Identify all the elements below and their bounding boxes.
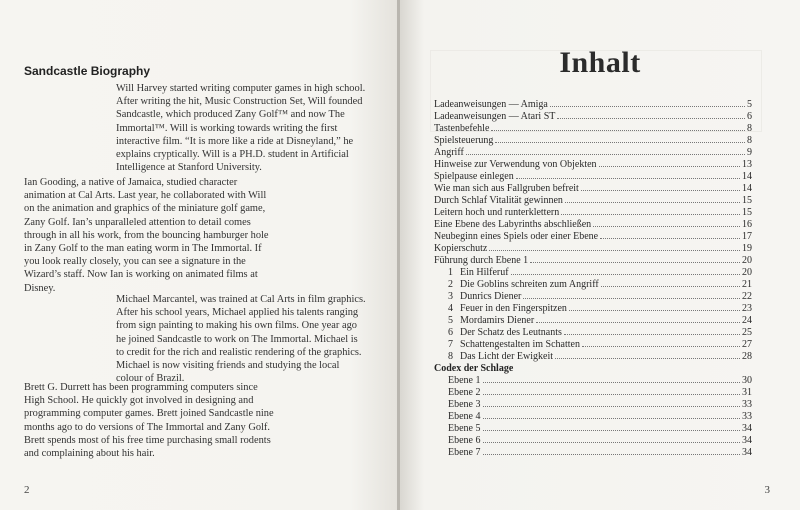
toc-entry-label: Dunrics Diener: [460, 291, 522, 302]
toc-entry-label: Der Schatz des Leutnants: [460, 327, 562, 338]
toc-entry-label: Eine Ebene des Labyrinths abschließen: [434, 219, 592, 230]
toc-leader-dots: [511, 274, 740, 275]
toc-entry-page: 15: [742, 195, 752, 206]
toc-entry-label: Das Licht der Ewigkeit: [460, 351, 554, 362]
toc-leader-dots: [565, 202, 740, 203]
toc-entry: [434, 183, 752, 195]
toc-entry-page: 30: [742, 375, 752, 386]
page-number-right: 3: [764, 484, 770, 496]
toc-main-list: [434, 99, 752, 267]
toc-leader-dots: [601, 286, 740, 287]
toc-entry-page: 34: [742, 447, 752, 458]
toc-entry: [434, 303, 752, 315]
toc-entry-page: 15: [742, 207, 752, 218]
toc-entry: [434, 147, 752, 159]
toc-entry-label: Leitern hoch und runterklettern: [434, 207, 560, 218]
toc-entry-number: 7: [448, 339, 453, 350]
toc-leader-dots: [561, 214, 740, 215]
toc-leader-dots: [581, 190, 740, 191]
toc-entry-page: 14: [742, 171, 752, 182]
toc-entry: [434, 411, 752, 423]
toc-entry-label: Ebene 2: [448, 387, 481, 398]
toc-entry-page: 25: [742, 327, 752, 338]
bio-paragraph-brett: Brett G. Durrett has been programming computers since High School. He quickly got involved in designing and programming computer games. Brett joined Sandcastle nine months ago to do versions of The Immortal and Zany Golf. Brett spends most of his free time purchasing small rodents and complaining about his hair.: [24, 382, 274, 460]
toc-leader-dots: [593, 226, 740, 227]
toc-leader-dots: [483, 418, 741, 419]
toc-entry-page: 17: [742, 231, 752, 242]
toc-leader-dots: [555, 358, 740, 359]
page-number-left: 2: [24, 484, 30, 496]
toc-entry-number: 5: [448, 315, 453, 326]
toc-entry-page: 20: [742, 267, 752, 278]
toc-entry: [434, 255, 752, 267]
toc-leader-dots: [516, 178, 740, 179]
right-page: [400, 0, 800, 510]
toc-entry-label: Wie man sich aus Fallgruben befreit: [434, 183, 579, 194]
toc-entry-page: 19: [742, 243, 752, 254]
toc-leader-dots: [550, 106, 745, 107]
toc-entry: [434, 99, 752, 111]
toc-leader-dots: [600, 238, 740, 239]
toc-leader-dots: [483, 454, 741, 455]
toc-entry-page: 23: [742, 303, 752, 314]
toc-entry: [434, 387, 752, 399]
toc-entry: [434, 171, 752, 183]
toc-entry-label: Schattengestalten im Schatten: [460, 339, 580, 350]
bio-paragraph-will: Will Harvey started writing computer games in high school. After writing the hit, Music Construction Set, Will founded Sandcastle, which produced Zany Golf™ and now The Immortal™. Will is working towards writing the first interactive film. “It is more like a ride at Disneyland,” he explains cryptically. Will is a PH.D. student in Artificial Intelligence at Stanford University.: [116, 83, 366, 174]
toc-entry: [434, 291, 752, 303]
toc-entry-number: 8: [448, 351, 453, 362]
toc-entry-label: Spielpause einlegen: [434, 171, 514, 182]
bio-paragraph-michael: Michael Marcantel, was trained at Cal Arts in film graphics. After his school years, Michael applied his talents ranging from sign painting to making his own films. One year ago he joined Sandcastle to work on The Immortal. Michael is to credit for the rich and realistic rendering of the graphics. Michael is now visiting friends and studying the local colour of Brazil.: [116, 294, 366, 385]
toc-leader-dots: [491, 130, 745, 131]
toc-entry-number: 3: [448, 291, 453, 302]
toc-entry: [434, 279, 752, 291]
toc-entry-page: 8: [747, 135, 752, 146]
left-page: [0, 0, 398, 510]
toc-leader-dots: [523, 298, 740, 299]
toc-leader-dots: [483, 442, 741, 443]
toc-entry-label: Durch Schlaf Vitalität gewinnen: [434, 195, 563, 206]
toc-entry-label: Tastenbefehle: [434, 123, 490, 134]
toc-entry-label: Ebene 7: [448, 447, 481, 458]
toc-entry: [434, 219, 752, 231]
toc-leader-dots: [599, 166, 740, 167]
toc-entry-page: 28: [742, 351, 752, 362]
toc-entry-label: Hinweise zur Verwendung von Objekten: [434, 159, 597, 170]
toc-entry-label: Neubeginn eines Spiels oder einer Ebene: [434, 231, 599, 242]
toc-entry-page: 8: [747, 123, 752, 134]
toc-codex-list: [434, 375, 752, 459]
toc-entry: [434, 315, 752, 327]
toc-entry: [434, 135, 752, 147]
toc-entry-page: 21: [742, 279, 752, 290]
toc-entry-label: Ebene 3: [448, 399, 481, 410]
toc-entry: [434, 207, 752, 219]
toc-leader-dots: [530, 262, 740, 263]
toc-leader-dots: [569, 310, 740, 311]
toc-entry-number: 2: [448, 279, 453, 290]
toc-leader-dots: [582, 346, 740, 347]
toc-entry-label: Ladeanweisungen — Atari ST: [434, 111, 556, 122]
toc-entry: [434, 399, 752, 411]
toc-entry: [434, 423, 752, 435]
toc-entry: [434, 339, 752, 351]
toc-entry-label: Ebene 6: [448, 435, 481, 446]
toc-entry-page: 27: [742, 339, 752, 350]
toc-entry: [434, 231, 752, 243]
toc-entry-page: 31: [742, 387, 752, 398]
toc-entry: [434, 447, 752, 459]
toc-entry-label: Spielsteuerung: [434, 135, 494, 146]
toc-entry-page: 16: [742, 219, 752, 230]
toc-entry-label: Ebene 5: [448, 423, 481, 434]
bio-paragraph-ian: Ian Gooding, a native of Jamaica, studied character animation at Cal Arts. Last year, he collaborated with Will on the animation and graphics of the miniature golf game, Zany Golf. Ian’s unparalleled attention to detail comes through in all his work, from the bouncing hamburger hole in Zany Golf to the man eating worm in The Immortal. If you look really closely, you can see a signature in the Wizard’s staff. Now Ian is working on animated films at Disney.: [24, 177, 269, 294]
toc-entry-number: 1: [448, 267, 453, 278]
toc-entry-page: 9: [747, 147, 752, 158]
toc-entry: [434, 435, 752, 447]
toc-entry-page: 24: [742, 315, 752, 326]
toc-entry-label: Ladeanweisungen — Amiga: [434, 99, 548, 110]
toc-entry-label: Angriff: [434, 147, 464, 158]
toc-entry-page: 13: [742, 159, 752, 170]
toc-entry-page: 20: [742, 255, 752, 266]
toc-leader-dots: [495, 142, 745, 143]
toc-entry: [434, 351, 752, 363]
toc-entry-page: 14: [742, 183, 752, 194]
toc-entry-number: 6: [448, 327, 453, 338]
toc-leader-dots: [564, 334, 740, 335]
toc-entry-number: 4: [448, 303, 453, 314]
toc-entry: [434, 375, 752, 387]
toc-entry-page: 34: [742, 423, 752, 434]
biography-title: Sandcastle Biography: [24, 64, 151, 78]
toc-entry: [434, 243, 752, 255]
toc-entry-label: Mordamirs Diener: [460, 315, 535, 326]
toc-entry-label: Führung durch Ebene 1: [434, 255, 529, 266]
toc-entry-page: 33: [742, 399, 752, 410]
toc-leader-dots: [483, 394, 741, 395]
table-of-contents: [434, 99, 752, 459]
toc-entry: [434, 111, 752, 123]
toc-entry-page: 6: [747, 111, 752, 122]
contents-title: Inhalt: [559, 46, 641, 79]
toc-entry: [434, 123, 752, 135]
toc-entry-label: Kopierschutz: [434, 243, 488, 254]
toc-leader-dots: [489, 250, 740, 251]
toc-entry-label: Ein Hilferuf: [460, 267, 509, 278]
toc-leader-dots: [483, 406, 741, 407]
toc-leader-dots: [536, 322, 740, 323]
toc-entry: [434, 195, 752, 207]
toc-entry-page: 5: [747, 99, 752, 110]
toc-entry: [434, 159, 752, 171]
toc-entry-label: Ebene 4: [448, 411, 481, 422]
toc-leader-dots: [466, 154, 745, 155]
toc-entry-label: Ebene 1: [448, 375, 481, 386]
toc-entry: [434, 267, 752, 279]
toc-entry-page: 34: [742, 435, 752, 446]
toc-entry-page: 33: [742, 411, 752, 422]
toc-tour-list: [434, 267, 752, 363]
toc-leader-dots: [483, 430, 741, 431]
toc-leader-dots: [483, 382, 741, 383]
toc-entry-label: Die Goblins schreiten zum Angriff: [460, 279, 599, 290]
codex-heading: Codex der Schlage: [434, 363, 514, 374]
toc-entry-page: 22: [742, 291, 752, 302]
toc-entry: [434, 327, 752, 339]
toc-entry-label: Feuer in den Fingerspitzen: [460, 303, 567, 314]
toc-leader-dots: [557, 118, 745, 119]
